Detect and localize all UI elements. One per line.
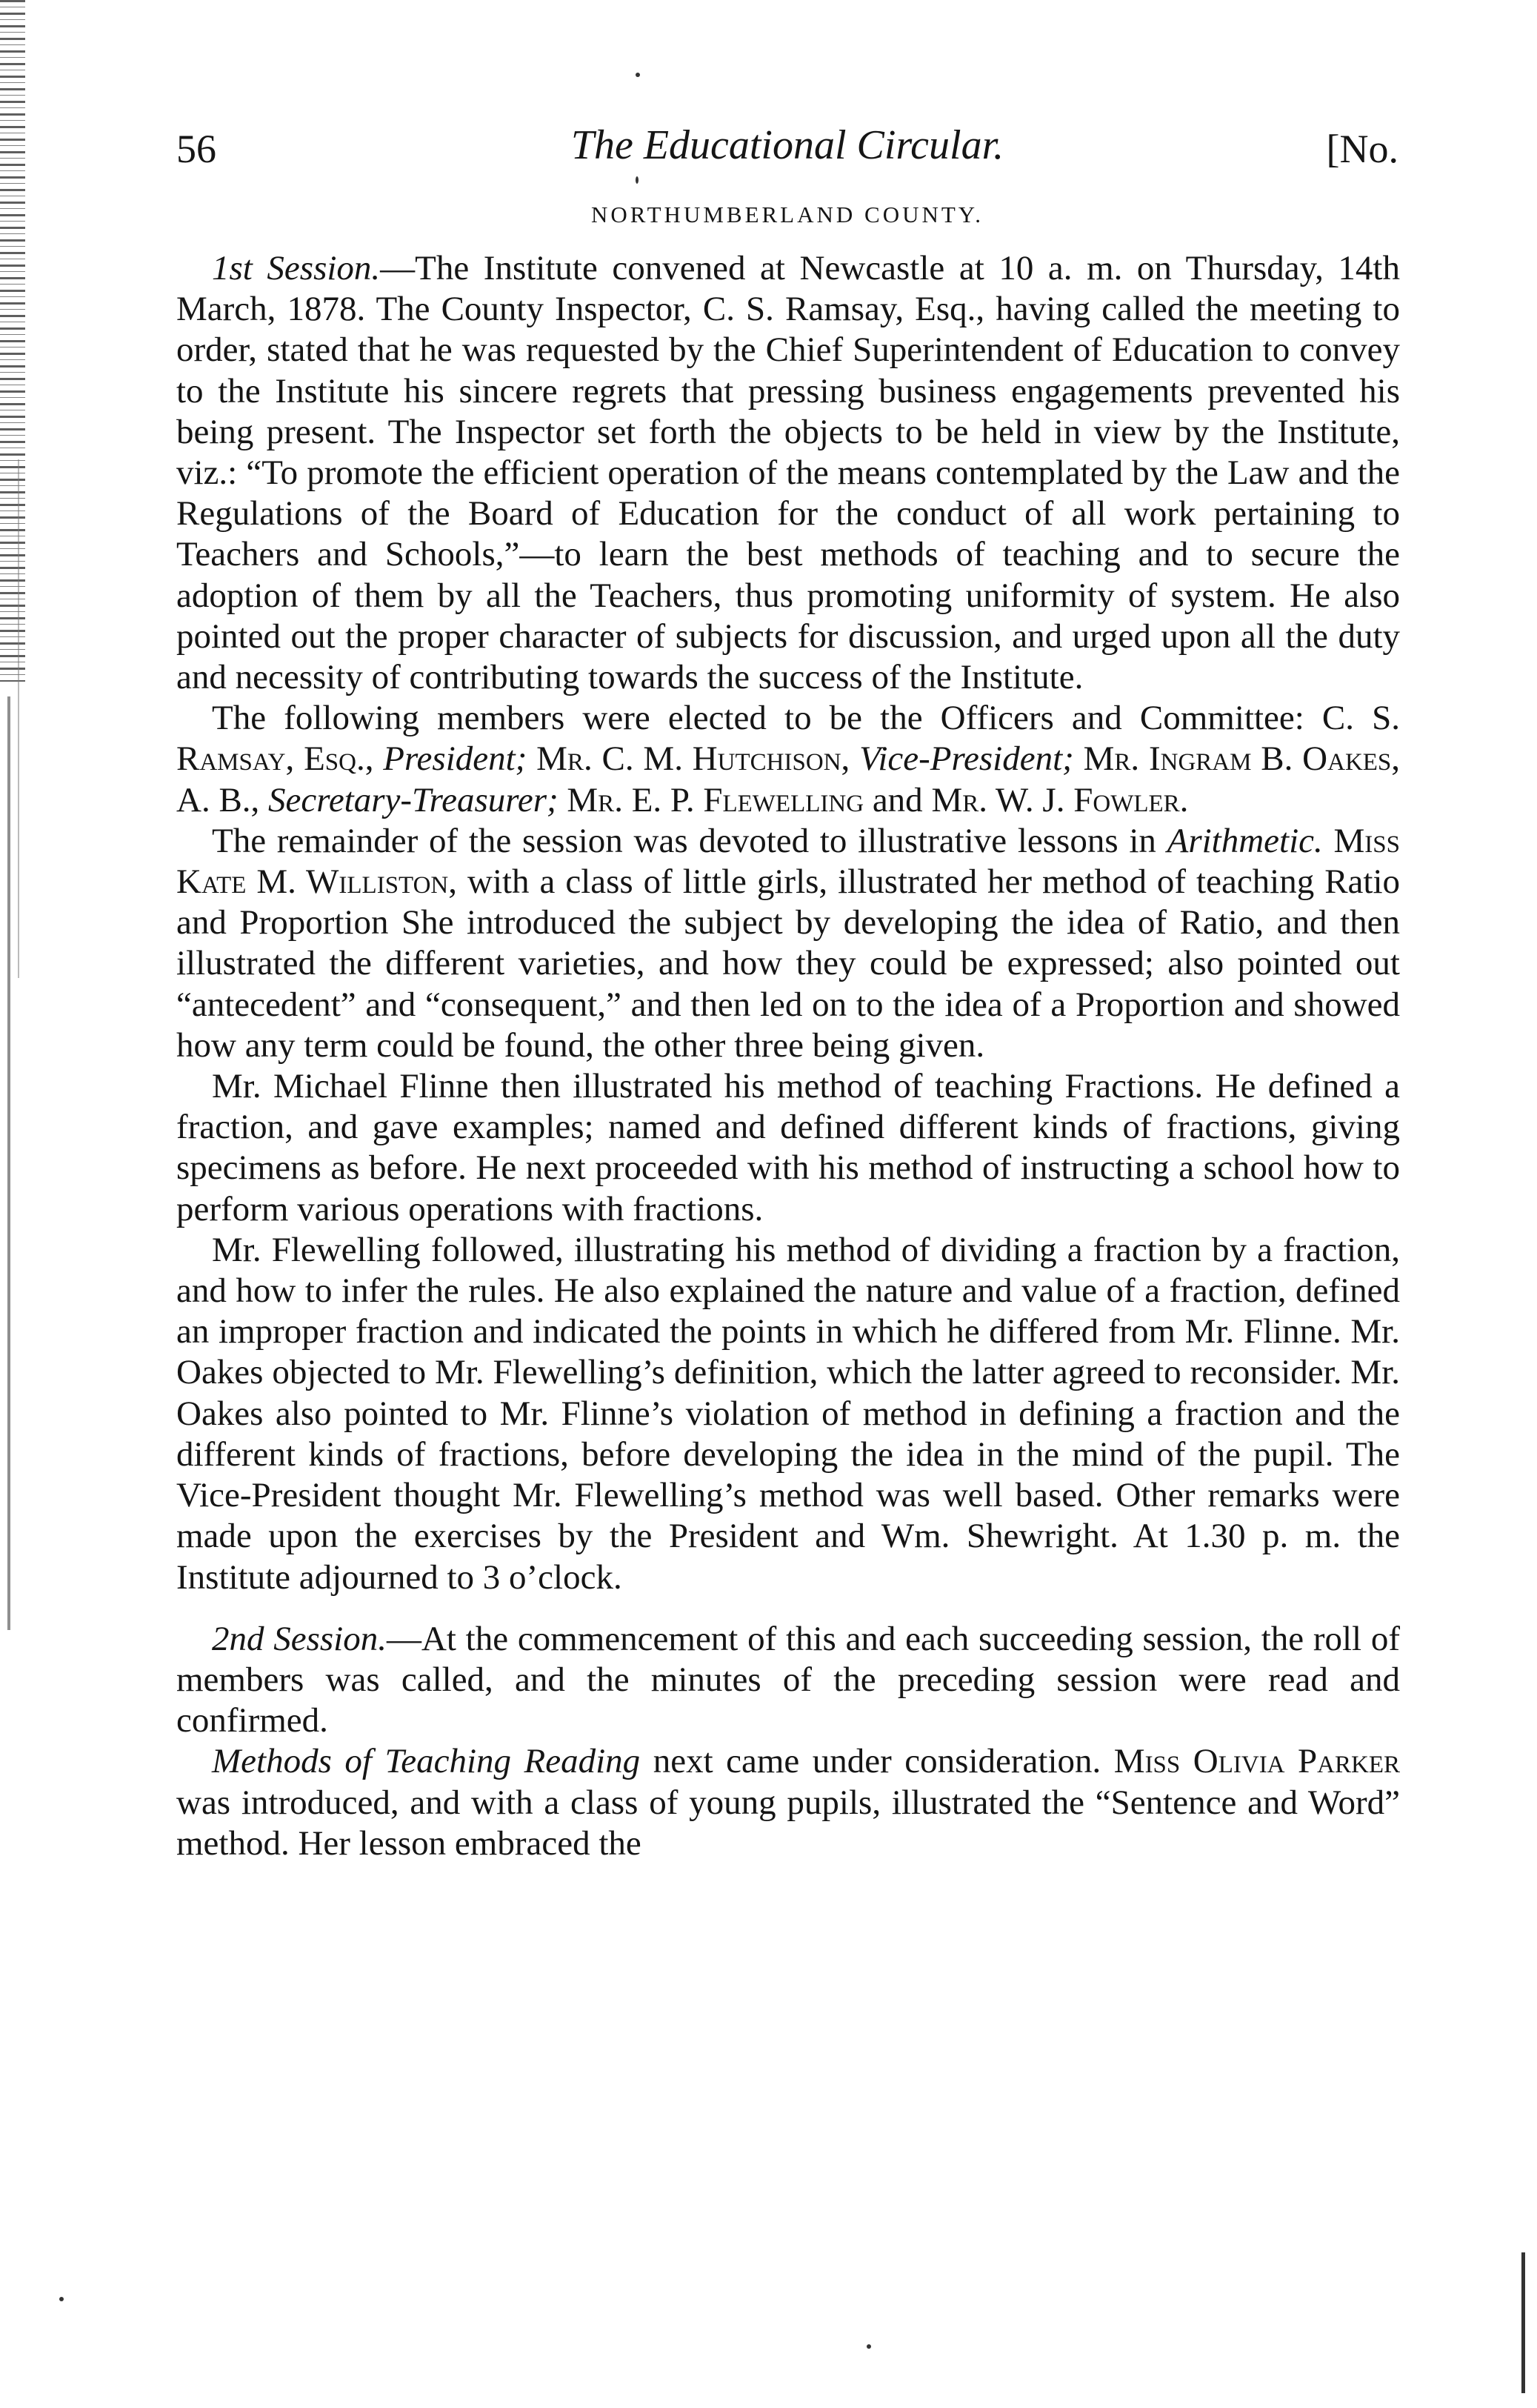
teacher-name: Miss Kate M. Williston, bbox=[176, 821, 1400, 902]
binding-edge-line bbox=[18, 459, 19, 978]
and-word: and bbox=[872, 780, 923, 819]
article-body bbox=[176, 248, 1400, 1864]
topic-lead: Methods of Teaching Reading bbox=[212, 1742, 641, 1781]
running-title: The Educational Circular. bbox=[570, 122, 1004, 168]
officer-role: Vice-President; bbox=[859, 739, 1074, 779]
officer-name: Mr. E. P. Flewelling bbox=[567, 780, 864, 819]
paragraph-text: with a class of little girls, illustrated her method of teaching Ratio and Proportion She introduced the subject by developing the idea of Ratio, and then illustrated the different varieties, and how they could be expressed; also pointed out “antecedent” and “consequent,” and then led on to the idea of a Proportion and showed how any term could be found, the other three being given. bbox=[176, 862, 1401, 1065]
binding-edge-line bbox=[7, 696, 10, 1630]
paragraph-text: —The Institute convened at Newcastle at 10 a. m. on Thursday, 14th March, 1878. The County Inspector, C. S. Ramsay, Esq., having called the meeting to order, stated that he was requested by the Chief Superintendent of Education to convey to the Institute his sincere regrets that pressing business engagements prevented his being present. The Inspector set forth the objects to be held in view by the Institute, viz.: “To promote the efficient operation of the means contemplated by the Law and the Regulations of the Board of Education for the conduct of all work pertaining to Teachers and Schools,”—to learn the best methods of teaching and to secure the adoption of them by all the Teachers, thus promoting uniformity of system. He also pointed out the proper character of subjects for discussion, and urged upon all the duty and necessity of contributing towards the success of the Institute. bbox=[176, 249, 1400, 697]
officer-name: Mr. C. M. Hutchison, bbox=[536, 739, 850, 779]
officer-role: President; bbox=[383, 739, 527, 779]
paragraph-text: Mr. Flewelling followed, illustrating his method of dividing a fraction by a fraction, and how to infer the rules. He also explained the nature and value of a fraction, defined an improper fraction and indicated the points in which he differed from Mr. Flinne. Mr. Oakes objected to Mr. Flewelling’s definition, which the latter agreed to reconsider. Mr. Oakes also pointed to Mr. Flinne’s violation of method in defining a fraction and the different kinds of fractions, before developing the idea in the mind of the pupil. The Vice-President thought Mr. Flewelling’s method was well based. Other remarks were made upon the exercises by the President and Wm. Shewright. At 1.30 p. m. the Institute adjourned to 3 o’clock. bbox=[176, 1230, 1400, 1597]
page-number: 56 bbox=[176, 127, 216, 171]
officer-name: C. S. Ramsay, Esq., bbox=[176, 699, 1400, 779]
section-heading: NORTHUMBERLAND COUNTY. bbox=[591, 202, 984, 227]
ink-speck bbox=[59, 2297, 64, 2301]
paragraph-arithmetic bbox=[176, 821, 1400, 1066]
paragraph-text: next came under consideration. bbox=[653, 1742, 1101, 1781]
paragraph-first-session bbox=[176, 248, 1400, 698]
teacher-name: Miss Olivia Parker bbox=[1113, 1742, 1401, 1781]
paragraph-text: The remainder of the session was devoted to illustrative lessons in bbox=[212, 821, 1156, 860]
page-header bbox=[176, 111, 1398, 185]
paragraph-text: —At the commencement of this and each succeeding session, the roll of members was called, and the minutes of the preceding session were read and confirmed. bbox=[176, 1619, 1400, 1740]
officer-role: Secretary-Treasurer; bbox=[268, 780, 559, 819]
paragraph-reading bbox=[176, 1741, 1400, 1864]
binding-edge-marks bbox=[0, 0, 25, 682]
issue-mark: [No. bbox=[1326, 127, 1398, 171]
session-lead: 2nd Session. bbox=[212, 1619, 387, 1658]
subject-name: Arithmetic. bbox=[1167, 821, 1323, 860]
paragraph-text: The following members were elected to be the Officers and Committee: bbox=[212, 699, 1304, 738]
paragraph-fractions bbox=[176, 1066, 1400, 1230]
paragraph-text: was introduced, and with a class of young pupils, illustrated the “Sentence and Word” method. Her lesson embraced the bbox=[176, 1783, 1400, 1863]
paragraph-flewelling bbox=[176, 1230, 1400, 1598]
session-lead: 1st Session. bbox=[212, 249, 381, 287]
paragraph-text: Mr. Michael Flinne then illustrated his method of teaching Fractions. He defined a fraction, and gave examples; named and defined different kinds of fractions, giving specimens as before. He next proceeded with his method of instructing a school how to perform various operations with fractions. bbox=[176, 1067, 1400, 1228]
ink-speck bbox=[867, 2344, 871, 2349]
paragraph-second-session bbox=[176, 1619, 1400, 1742]
paragraph-officers bbox=[176, 698, 1400, 821]
ink-speck bbox=[636, 73, 640, 77]
officer-name: Mr. W. J. Fowler. bbox=[931, 780, 1189, 819]
right-edge-mark bbox=[1521, 2252, 1525, 2393]
officer-name: Mr. Ingram B. Oakes, A. B., bbox=[176, 739, 1401, 819]
